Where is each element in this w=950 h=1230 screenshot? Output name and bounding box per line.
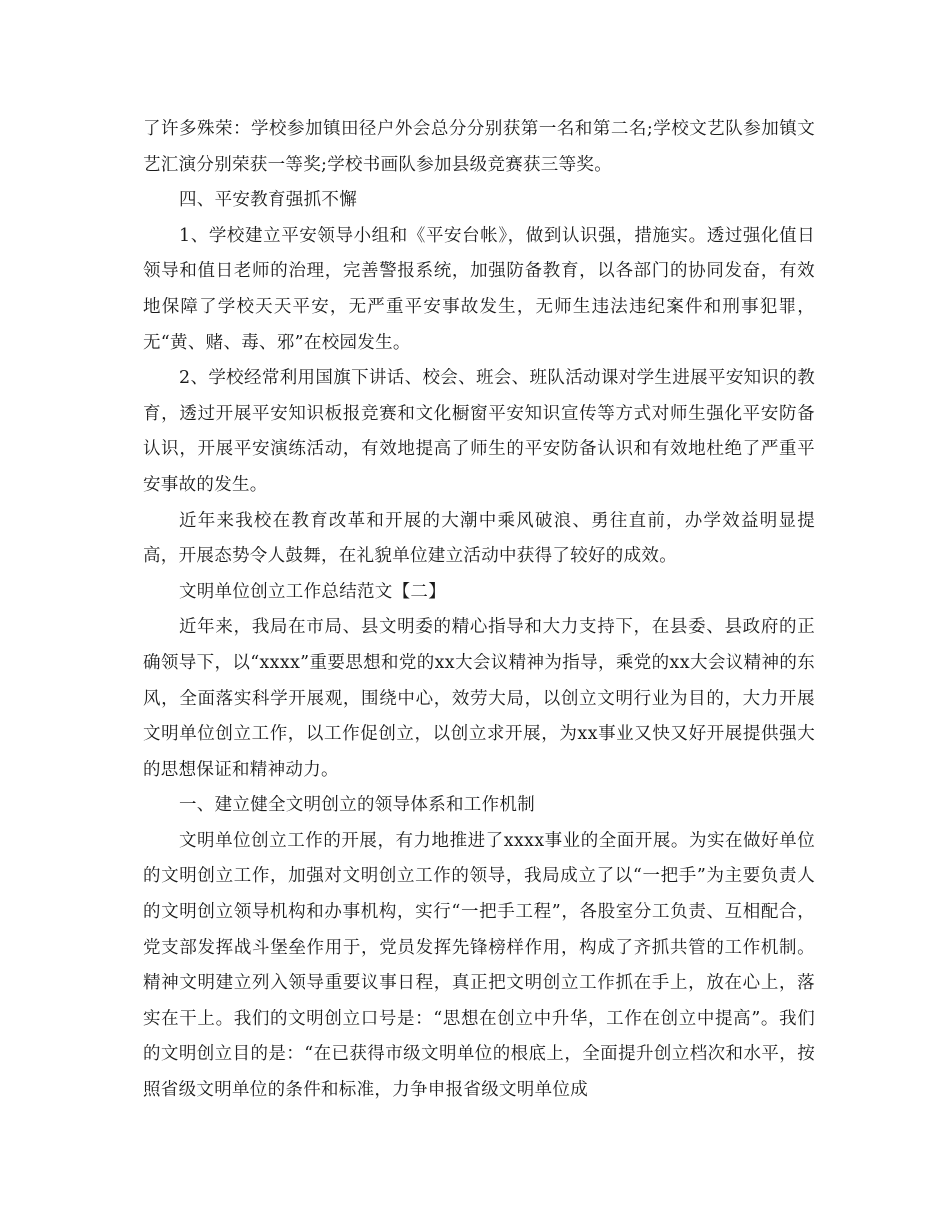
paragraph-safety-1: 1、学校建立平安领导小组和《平安台帐》，做到认识强，措施实。透过强化值日领导和值日老师的治理，完善警报系统，加强防备教育，以各部门的协同发奋，有效地保障了学校天天平安，无严重平安事故发生，无师生违法违纪案件和刑事犯罪，无“黄、赌、毒、邪”在校园发生。	[143, 225, 815, 353]
article-title-two: 文明单位创立工作总结范文【二】	[179, 581, 446, 602]
paragraph-leadership: 文明单位创立工作的开展，有力地推进了xxxx事业的全面开展。为实在做好单位的文明创立工作，加强对文明创立工作的领导，我局成立了以“一把手”为主要负责人的文明创立领导机构和办事机构，实行“一把手工程”，各股室分工负责、互相配合，党支部发挥战斗堡垒作用于，党员发挥先锋榜样作用，构成了齐抓共管的工作机制。精神文明建立列入领导重要议事日程，真正把文明创立工作抓在手上，放在心上，落实在干上。我们的文明创立口号是：“思想在创立中升华，工作在创立中提高”。我们的文明创立目的是：“在已获得市级文明单位的根底上，全面提升创立档次和水平，按照省级文明单位的条件和标准，力争申报省级文明单位成	[143, 830, 815, 1101]
section-heading-leadership-system: 一、建立健全文明创立的领导体系和工作机制	[179, 795, 535, 816]
paragraph-intro: 近年来，我局在市局、县文明委的精心指导和大力支持下，在县委、县政府的正确领导下，以“xxxx”重要思想和党的xx大会议精神为指导，乘党的xx大会议精神的东风，全面落实科学开展观，围绕中心，效劳大局，以创立文明行业为目的，大力开展文明单位创立工作，以工作促创立，以创立求开展，为xx事业又快又好开展提供强大的思想保证和精神动力。	[143, 617, 815, 780]
paragraph-summary: 近年来我校在教育改革和开展的大潮中乘风破浪、勇往直前，办学效益明显提高，开展态势令人鼓舞，在礼貌单位建立活动中获得了较好的成效。	[143, 510, 815, 567]
paragraph-continuation: 了许多殊荣：学校参加镇田径户外会总分分别获第一名和第二名;学校文艺队参加镇文艺汇演分别荣获一等奖;学校书画队参加县级竞赛获三等奖。	[143, 119, 815, 175]
document-body	[143, 112, 815, 1109]
paragraph-safety-2: 2、学校经常利用国旗下讲话、校会、班会、班队活动课对学生进展平安知识的教育，透过开展平安知识板报竞赛和文化橱窗平安知识宣传等方式对师生强化平安防备认识，开展平安演练活动，有效地提高了师生的平安防备认识和有效地杜绝了严重平安事故的发生。	[143, 368, 815, 495]
section-heading-safety-education: 四、平安教育强抓不懈	[179, 190, 357, 211]
